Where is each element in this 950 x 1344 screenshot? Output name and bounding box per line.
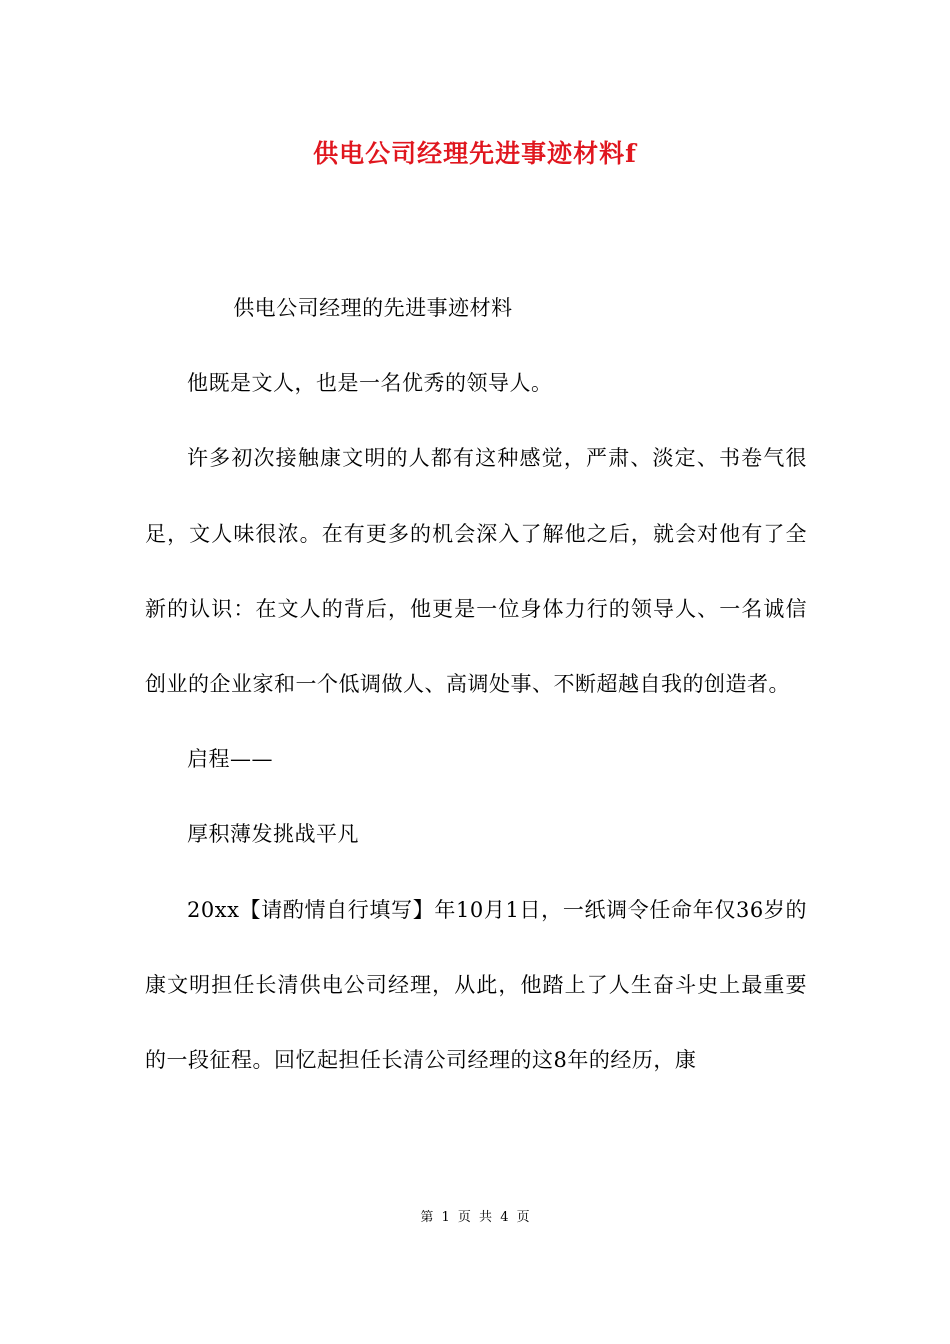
body-paragraph: 许多初次接触康文明的人都有这种感觉，严肃、淡定、书卷气很足，文人味很浓。在有更多的机会深入了解他之后，就会对他有了全新的认识：在文人的背后，他更是一位身体力行的领导人、一名诚信创业的企业家和一个低调做人、高调处事、不断超越自我的创造者。: [145, 446, 807, 697]
page-number-footer: 第 1 页 共 4 页: [420, 1210, 530, 1225]
document-title: 供电公司经理先进事迹材料f: [313, 139, 637, 168]
body-paragraph: 他既是文人，也是一名优秀的领导人。: [187, 371, 553, 396]
body-paragraph: 20xx【请酌情自行填写】年10月1日，一纸调令任命年仅36岁的康文明担任长清供电公司经理，从此，他踏上了人生奋斗史上最重要的一段征程。回忆起担任长清公司经理的这8年的经历，康: [145, 897, 807, 1073]
section-heading: 启程——: [187, 747, 273, 772]
body-subtitle: 供电公司经理的先进事迹材料: [233, 296, 513, 320]
section-heading: 厚积薄发挑战平凡: [187, 822, 359, 847]
document-body: [145, 271, 807, 1098]
